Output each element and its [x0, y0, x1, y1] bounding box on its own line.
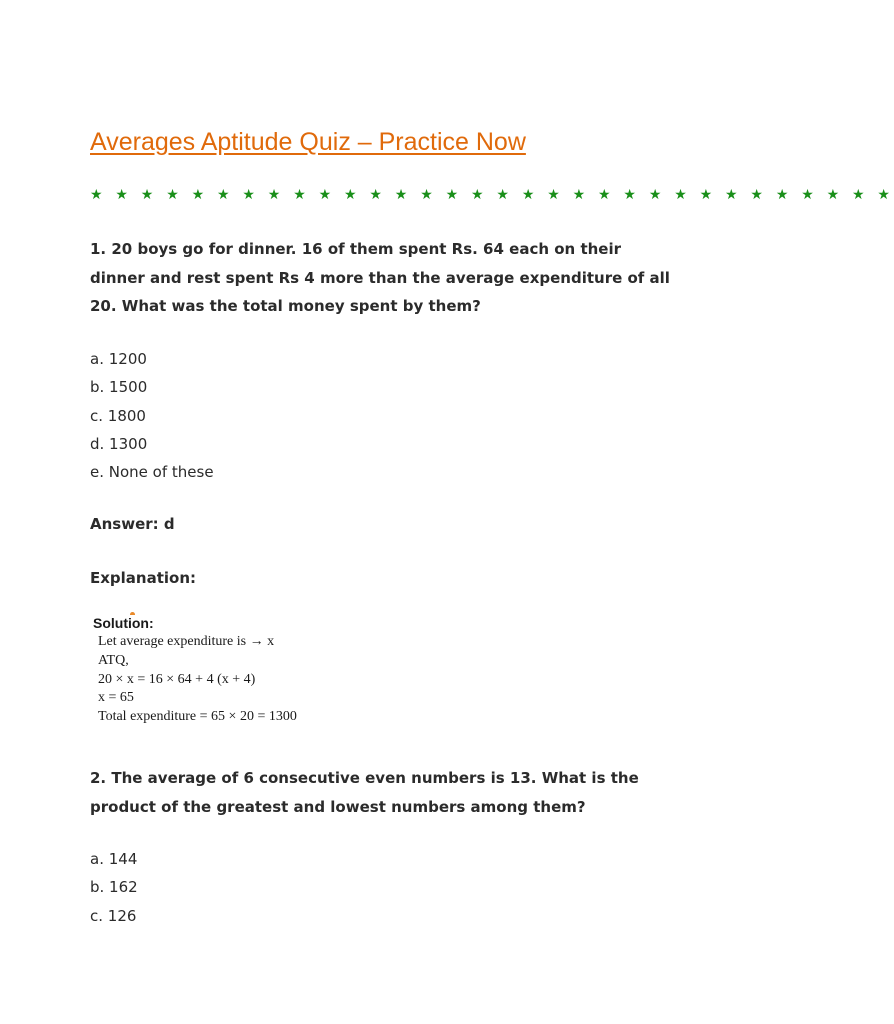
solution-image: [92, 612, 337, 728]
explanation-label: Explanation:: [90, 569, 197, 587]
option-a: a. 1200: [90, 350, 147, 368]
option-e: e. None of these: [90, 463, 214, 482]
option-b: b. 1500: [90, 378, 148, 397]
option-c: c. 1800: [90, 406, 146, 425]
solution-line: x = 65: [98, 690, 134, 705]
option-a: a. 144: [90, 850, 138, 868]
option-c: c. 126: [90, 906, 137, 925]
question-2-options: [90, 845, 138, 930]
question-2-text: 2. The average of 6 consecutive even numbers is 13. What is the product of the greatest and lowest numbers among them?: [90, 769, 639, 816]
answer-1: Answer: d: [90, 515, 175, 533]
star-divider: ★ ★ ★ ★ ★ ★ ★ ★ ★ ★ ★ ★ ★ ★ ★ ★ ★ ★ ★ ★ ★ ★ ★ ★ ★ ★ ★ ★ ★ ★ ★ ★: [90, 187, 894, 203]
solution-line: 20 × x = 16 × 64 + 4 (x + 4): [98, 672, 256, 687]
solution-line: Let average expenditure is → x: [98, 634, 275, 649]
question-1-options: [90, 345, 214, 486]
solution-line: Total expenditure = 65 × 20 = 1300: [98, 709, 297, 724]
option-b: b. 162: [90, 878, 138, 897]
quiz-title-link[interactable]: Averages Aptitude Quiz – Practice Now: [90, 128, 526, 156]
solution-line: ATQ,: [98, 653, 129, 668]
solution-heading: Solution:: [93, 615, 154, 631]
question-1-text: 1. 20 boys go for dinner. 16 of them spent Rs. 64 each on their dinner and rest spent Rs 4 more than the average expenditure of all 20. What was the total money spent by them?: [90, 240, 670, 315]
option-d: d. 1300: [90, 434, 148, 453]
